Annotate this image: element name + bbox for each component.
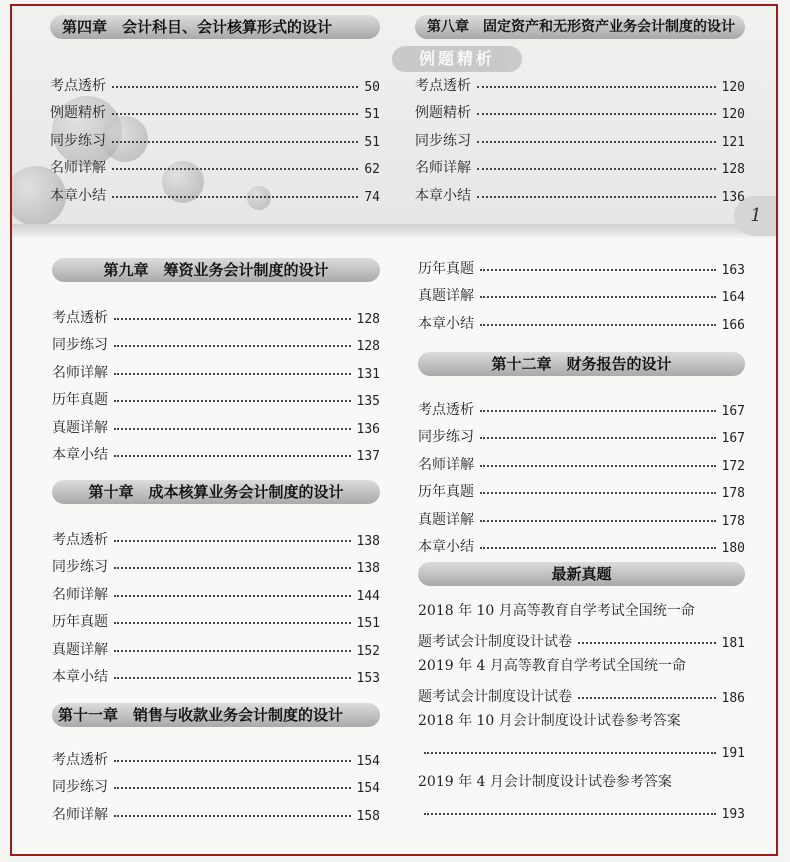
entry-page: 158: [356, 808, 380, 824]
leader-dots: [114, 455, 351, 457]
entry-page: 154: [356, 781, 380, 796]
entry-label: 题考试会计制度设计试卷: [418, 689, 572, 705]
leader-dots: [480, 437, 716, 439]
entry-label: 真题详解: [418, 511, 474, 528]
toc-entry[interactable]: [52, 604, 380, 632]
entry-page: 178: [721, 513, 745, 529]
toc-entry[interactable]: [418, 501, 745, 529]
entry-line1: 2019 年 4 月高等教育自学考试全国统一命: [418, 658, 686, 674]
chapter-header: 第十一章 销售与收款业务会计制度的设计: [52, 703, 380, 727]
toc-entry[interactable]: [52, 631, 380, 659]
toc-entry[interactable]: [50, 95, 380, 123]
leader-dots: [480, 492, 716, 494]
leader-dots: [112, 141, 358, 143]
entry-page: 186: [721, 691, 745, 706]
leader-dots: [480, 547, 716, 549]
entry-line1: 2019 年 4 月会计制度设计试卷参考答案: [418, 774, 672, 790]
entry-page: 131: [356, 366, 380, 382]
leader-dots: [477, 86, 716, 88]
entry-label: 考点透析: [415, 77, 471, 94]
entry-page: 137: [356, 449, 380, 464]
entry-label: 考点透析: [418, 401, 474, 418]
leader-dots: [112, 113, 358, 115]
leader-dots: [480, 410, 716, 412]
toc-entry[interactable]: [418, 305, 745, 333]
entry-label: 同步练习: [415, 132, 471, 149]
entry-label: 本章小结: [52, 669, 108, 685]
toc-ch8: [415, 15, 745, 205]
leader-dots: [114, 815, 351, 817]
entry-label: 考点透析: [50, 77, 106, 94]
chapter-header: 第十章 成本核算业务会计制度的设计: [52, 480, 380, 504]
entry-label: 历年真题: [52, 392, 108, 408]
entry-page: 154: [356, 753, 380, 769]
page-marker: 1: [734, 196, 778, 236]
entry-label: 考点透析: [52, 531, 108, 548]
chapter-header: 第十二章 财务报告的设计: [418, 352, 745, 376]
entry-label: 历年真题: [418, 260, 474, 277]
chapter-header: 第八章 固定资产和无形资产业务会计制度的设计: [415, 15, 745, 39]
entry-page: 50: [364, 79, 380, 95]
leader-dots: [480, 465, 716, 467]
toc-entry[interactable]: [52, 549, 380, 577]
entry-label: 真题详解: [52, 641, 108, 658]
toc-entry[interactable]: [418, 391, 745, 419]
exam-entry[interactable]: [418, 651, 745, 706]
entry-page: 138: [356, 533, 380, 549]
entry-page: 51: [364, 107, 380, 122]
toc-entry[interactable]: [418, 474, 745, 502]
entry-line1: 2018 年 10 月高等教育自学考试全国统一命: [418, 603, 695, 619]
entry-page: 152: [356, 643, 380, 659]
entry-label: 题考试会计制度设计试卷: [418, 634, 572, 650]
entry-page: 51: [364, 134, 380, 150]
toc-entry[interactable]: [50, 122, 380, 150]
entry-line2: [418, 624, 745, 652]
leader-dots: [480, 324, 716, 326]
entry-page: 167: [721, 431, 745, 446]
chapter-header: 第九章 筹资业务会计制度的设计: [52, 258, 380, 282]
toc-entry[interactable]: [418, 446, 745, 474]
toc-list: [52, 521, 380, 686]
toc-entry[interactable]: [415, 95, 745, 123]
leader-dots: [112, 196, 358, 198]
toc-entry[interactable]: [418, 529, 745, 557]
entry-label: 例题精析: [50, 105, 106, 121]
leader-dots: [114, 622, 351, 624]
toc-entry[interactable]: [52, 576, 380, 604]
leader-dots: [114, 373, 351, 375]
entry-page: 163: [721, 262, 745, 278]
entry-label: 历年真题: [418, 484, 474, 500]
entry-page: 151: [356, 616, 380, 631]
toc-ch9: [52, 258, 380, 464]
entry-page: 167: [721, 403, 745, 419]
toc-list: [418, 250, 745, 333]
entry-label: 名师详解: [52, 364, 108, 381]
leader-dots: [114, 595, 351, 597]
leader-dots: [477, 168, 716, 170]
leader-dots: [480, 520, 716, 522]
entry-page: 62: [364, 162, 380, 177]
entry-line1: 2018 年 10 月会计制度设计试卷参考答案: [418, 713, 681, 729]
leader-dots: [424, 813, 716, 815]
toc-entry[interactable]: [52, 769, 380, 797]
entry-label: 名师详解: [52, 806, 108, 823]
entry-page: 181: [721, 636, 745, 651]
toc-entry[interactable]: [415, 67, 745, 95]
entry-page: 121: [721, 134, 745, 150]
entry-label: 历年真题: [52, 614, 108, 630]
toc-entry[interactable]: [52, 409, 380, 437]
toc-list: [415, 67, 745, 205]
entry-label: 同步练习: [52, 779, 108, 795]
toc-entry[interactable]: [50, 67, 380, 95]
leader-dots: [114, 650, 351, 652]
entry-label: 同步练习: [52, 337, 108, 353]
leader-dots: [114, 760, 351, 762]
toc-entry[interactable]: [50, 177, 380, 205]
toc-entry[interactable]: [415, 177, 745, 205]
entry-label: 真题详解: [418, 288, 474, 304]
exam-entry[interactable]: [418, 767, 745, 822]
leader-dots: [477, 141, 716, 143]
banner-watermark: 例题精析: [392, 46, 522, 72]
entry-page: 166: [721, 317, 745, 333]
toc-entry[interactable]: [418, 278, 745, 306]
toc-entry[interactable]: [52, 299, 380, 327]
entry-label: 考点透析: [52, 309, 108, 326]
leader-dots: [114, 400, 351, 402]
leader-dots: [114, 428, 351, 430]
toc-entry[interactable]: [52, 354, 380, 382]
toc-entry[interactable]: [415, 122, 745, 150]
leader-dots: [112, 86, 358, 88]
entry-page: 128: [356, 339, 380, 354]
toc-entry[interactable]: [52, 382, 380, 410]
toc-entry[interactable]: [418, 419, 745, 447]
entry-page: 164: [721, 290, 745, 305]
leader-dots: [477, 113, 716, 115]
leader-dots: [477, 196, 716, 198]
leader-dots: [114, 787, 351, 789]
divider-band: [12, 224, 776, 238]
leader-dots: [480, 296, 716, 298]
exam-entry[interactable]: [418, 596, 745, 651]
entry-page: 178: [721, 486, 745, 501]
entry-label: 名师详解: [50, 160, 106, 176]
leader-dots: [114, 540, 351, 542]
toc-list: [52, 741, 380, 824]
entry-page: 120: [721, 79, 745, 95]
entry-label: 真题详解: [52, 419, 108, 436]
toc-latest-exams: [418, 562, 745, 822]
entry-page: 144: [356, 588, 380, 604]
entry-page: 120: [721, 107, 745, 122]
toc-entry[interactable]: [52, 659, 380, 687]
leader-dots: [480, 269, 716, 271]
entry-page: 74: [364, 189, 380, 205]
entry-label: 考点透析: [52, 751, 108, 768]
toc-ch11-continued: [418, 250, 745, 333]
toc-list: [52, 299, 380, 464]
chapter-header: 第四章 会计科目、会计核算形式的设计: [50, 15, 380, 39]
toc-entry[interactable]: [415, 150, 745, 178]
toc-entry[interactable]: [52, 437, 380, 465]
toc-entry[interactable]: [52, 741, 380, 769]
toc-entry[interactable]: [52, 327, 380, 355]
entry-page: 191: [721, 746, 745, 761]
entry-page: 180: [721, 541, 745, 556]
toc-entry[interactable]: [418, 250, 745, 278]
entry-page: 172: [721, 458, 745, 474]
entry-page: 138: [356, 561, 380, 576]
entry-label: 同步练习: [52, 559, 108, 575]
entry-page: 136: [721, 189, 745, 205]
leader-dots: [114, 345, 351, 347]
leader-dots: [114, 677, 351, 679]
entry-label: 例题精析: [415, 105, 471, 121]
leader-dots: [114, 567, 351, 569]
entry-line2: [418, 795, 745, 823]
entry-label: 本章小结: [50, 187, 106, 204]
exam-list: [418, 596, 745, 822]
toc-ch12: [418, 352, 745, 556]
section-header: 最新真题: [418, 562, 745, 586]
entry-page: 136: [356, 421, 380, 437]
toc-entry[interactable]: [50, 150, 380, 178]
entry-label: 名师详解: [415, 160, 471, 176]
entry-line2: [418, 734, 745, 762]
entry-label: 名师详解: [418, 456, 474, 473]
entry-label: 同步练习: [418, 429, 474, 445]
entry-label: 本章小结: [418, 315, 474, 332]
leader-dots: [578, 642, 716, 644]
entry-label: 本章小结: [52, 447, 108, 463]
entry-label: 本章小结: [415, 187, 471, 204]
entry-page: 153: [356, 671, 380, 686]
toc-entry[interactable]: [52, 521, 380, 549]
toc-ch11: [52, 703, 380, 824]
entry-label: 本章小结: [418, 539, 474, 555]
entry-label: 同步练习: [50, 132, 106, 149]
entry-line2: [418, 679, 745, 707]
entry-page: 193: [721, 807, 745, 822]
entry-label: 名师详解: [52, 586, 108, 603]
toc-list: [50, 67, 380, 205]
toc-ch10: [52, 480, 380, 686]
toc-list: [418, 391, 745, 556]
leader-dots: [112, 168, 358, 170]
exam-entry[interactable]: [418, 706, 745, 761]
entry-page: 128: [721, 162, 745, 177]
leader-dots: [578, 697, 716, 699]
entry-page: 135: [356, 394, 380, 409]
toc-ch4: [50, 15, 380, 205]
leader-dots: [114, 318, 351, 320]
leader-dots: [424, 752, 716, 754]
entry-page: 128: [356, 311, 380, 327]
toc-entry[interactable]: [52, 796, 380, 824]
